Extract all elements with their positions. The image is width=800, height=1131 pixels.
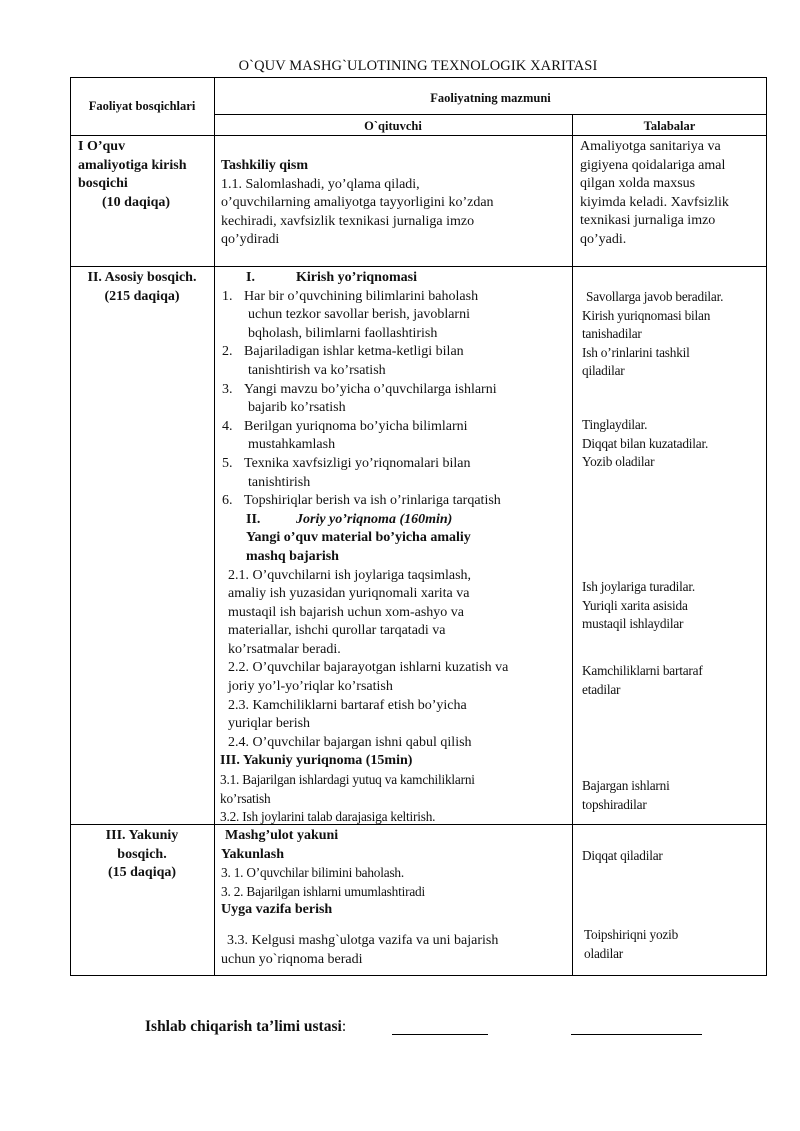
- students-2-line: topshiradilar: [582, 796, 647, 812]
- list-item: [222, 418, 570, 437]
- students-2-line: etadilar: [582, 681, 621, 697]
- students-3-group-2: [584, 926, 768, 963]
- list-item-text: Topshiriqlar berish va ish o’rinlariga tarqatish: [244, 493, 501, 509]
- header-divider: [214, 114, 767, 115]
- students-2-line: qiladilar: [582, 363, 625, 379]
- teacher-1-line: o’quvchilarning amaliyotga tayyorligini ko’zdan: [221, 195, 494, 211]
- students-2-line: Yuriqli xarita asisida: [582, 597, 688, 613]
- list-item-text: tanishtirish va ko’rsatish: [248, 362, 386, 378]
- section-1-heading: [222, 269, 570, 288]
- stage-2-line: II. Asosiy bosqich.: [87, 270, 197, 285]
- section-2-line: yuriqlar berish: [228, 716, 311, 732]
- list-item-number: 5.: [222, 455, 233, 471]
- column-divider-teacher: [572, 114, 573, 976]
- students-2-group-1: [582, 288, 766, 381]
- students-3-line: Diqqat qiladilar: [582, 848, 663, 863]
- students-1-cell: [580, 138, 764, 250]
- list-item: [222, 492, 570, 511]
- students-3-group-1: [582, 847, 766, 866]
- list-item-text: uchun tezkor savollar berish, javoblarni: [248, 307, 470, 323]
- students-3-line: oladilar: [584, 945, 624, 961]
- signature-line: [392, 1034, 488, 1035]
- section-2-line: mustaqil ish bajarish uchun xom-ashyo va: [228, 604, 465, 620]
- section-2-subtitle: Yangi o’quv material bo’yicha amaliy: [246, 530, 471, 546]
- students-2-line: Bajargan ishlarni: [582, 778, 670, 793]
- students-1-line: qilgan xolda maxsus: [580, 176, 696, 192]
- students-2-line: Tinglaydilar.: [582, 417, 648, 432]
- column-divider-stage: [214, 77, 215, 976]
- list-item-text: Berilgan yuriqnoma bo’yicha bilimlarni: [244, 418, 468, 434]
- students-2-line: Ish joylariga turadilar.: [582, 579, 695, 594]
- section-2-line: 2.3. Kamchiliklarni bartaraf etish bo’yicha: [228, 697, 467, 713]
- list-item-text: Bajariladigan ishlar ketma-ketligi bilan: [244, 344, 464, 360]
- header-students: Talabalar: [643, 119, 696, 133]
- students-1-line: texnikasi jurnaliga imzo: [580, 213, 716, 229]
- section-2-line: ko’rsatmalar beradi.: [228, 641, 341, 657]
- list-item-text: Yangi mavzu bo’yicha o’quvchilarga ishlarni: [244, 381, 497, 397]
- list-item: [222, 455, 570, 474]
- list-item-text: bajarib ko’rsatish: [248, 400, 346, 416]
- section-2-line: 2.4. O’quvchilar bajargan ishni qabul qilish: [228, 734, 472, 750]
- stage-3-line: III. Yakuniy: [105, 828, 179, 843]
- table-border-right: [766, 77, 767, 976]
- students-2-line: Savollarga javob beradilar.: [586, 289, 724, 304]
- section-3-line: ko’rsatish: [220, 790, 271, 806]
- stage-3-duration: (15 daqiqa): [107, 865, 177, 881]
- teacher-3-line: uchun yo`riqnoma beradi: [221, 951, 363, 967]
- stage-3-line: bosqich.: [117, 846, 167, 862]
- list-item-number: 4.: [222, 418, 233, 434]
- section-2-line: 2.1. O’quvchilarni ish joylariga taqsimlash,: [228, 567, 472, 583]
- students-2-line: tanishadilar: [582, 326, 642, 342]
- students-2-group-4: [582, 662, 766, 699]
- teacher-3-line: 3. 1. O’quvchilar bilimini baholash.: [221, 865, 404, 881]
- list-item-text: bqholash, bilimlarni faollashtirish: [248, 325, 438, 341]
- table-border-top: [70, 77, 767, 78]
- header-content: Faoliyatning mazmuni: [430, 91, 551, 105]
- list-item-number: 6.: [222, 493, 233, 509]
- students-2-group-5: [582, 777, 766, 814]
- students-2-line: Ish o’rinlarini tashkil: [582, 344, 690, 360]
- section-2-subtitle: mashq bajarish: [246, 548, 339, 564]
- list-item-number: 3.: [222, 381, 233, 397]
- stage-1-line: I O’quv: [78, 139, 126, 154]
- row1-bottom-line: [70, 266, 767, 267]
- students-2-group-3: [582, 578, 766, 634]
- stage-2-cell: [70, 269, 214, 306]
- list-item-number: 2.: [222, 344, 233, 360]
- header-teacher: O`qituvchi: [364, 119, 422, 133]
- signature-label-text: Ishlab chiqarish ta’limi ustasi: [145, 1018, 342, 1035]
- teacher-3-cell: [221, 827, 569, 969]
- teacher-3-line: 3. 2. Bajarilgan ishlarni umumlashtiradi: [221, 883, 425, 899]
- students-2-line: Kamchiliklarni bartaraf: [582, 663, 703, 678]
- teacher-3-heading: Uyga vazifa berish: [221, 902, 333, 918]
- stage-1-duration: (10 daqiqa): [102, 194, 171, 210]
- section-1-title: Kirish yo’riqnomasi: [296, 270, 417, 285]
- stage-2-duration: (215 daqiqa): [104, 288, 180, 304]
- section-2-title: Joriy yo’riqnoma (160min): [296, 511, 453, 527]
- section-2-line: 2.2. O’quvchilar bajarayotgan ishlarni kuzatish va: [228, 660, 509, 676]
- section-2-line: joriy yo’l-yo’riqlar ko’rsatish: [228, 679, 393, 695]
- list-item: [222, 343, 570, 362]
- list-item: [222, 288, 570, 307]
- stage-1-cell: [78, 138, 212, 212]
- section-2-line: amaliy ish yuzasidan yuriqnomali xarita va: [228, 586, 470, 602]
- students-2-line: Kirish yuriqnomasi bilan: [582, 307, 711, 323]
- students-3-line: Toipshiriqni yozib: [584, 927, 679, 942]
- teacher-3-heading: Yakunlash: [221, 846, 285, 862]
- header-stages: Faoliyat bosqichlari: [88, 99, 196, 113]
- teacher-1-line: kechiradi, xavfsizlik texnikasi jurnaliga imzo: [221, 213, 475, 229]
- stage-3-cell: [70, 827, 214, 883]
- document-title: O`QUV MASHG`ULOTINING TEXNOLOGIK XARITASI: [238, 58, 598, 74]
- teacher-3-line: 3.3. Kelgusi mashg`ulotga vazifa va uni bajarish: [227, 932, 499, 948]
- section-2-heading: [222, 511, 570, 530]
- signature-label: [145, 1018, 346, 1036]
- signature-label-colon: :: [341, 1018, 347, 1035]
- teacher-1-line: qo’ydiradi: [221, 232, 280, 248]
- students-1-line: qo’yadi.: [580, 231, 627, 247]
- list-item-text: tanishtirish: [248, 474, 311, 490]
- students-1-line: kiyimda keladi. Xavfsizlik: [580, 194, 729, 210]
- list-item-text: Texnika xavfsizligi yo’riqnomalari bilan: [244, 455, 471, 471]
- section-2-number: II.: [246, 511, 261, 527]
- section-2-line: materiallar, ishchi qurollar tarqatadi va: [228, 623, 446, 639]
- teacher-1-heading: Tashkiliy qism: [221, 158, 309, 173]
- teacher-1-cell: [221, 157, 569, 250]
- section-1-number: I.: [246, 270, 255, 285]
- list-item-text: mustahkamlash: [248, 437, 336, 453]
- technology-map-table: [70, 77, 767, 976]
- list-item-number: 1.: [222, 288, 233, 304]
- students-1-line: gigiyena qoidalariga amal: [580, 157, 726, 173]
- students-2-line: Yozib oladilar: [582, 454, 655, 470]
- teacher-1-line: 1.1. Salomlashadi, yo’qlama qiladi,: [221, 176, 420, 192]
- teacher-3-heading: Mashg’ulot yakuni: [225, 828, 339, 843]
- students-2-group-2: [582, 416, 766, 472]
- list-item: [222, 381, 570, 400]
- stage-1-line: bosqichi: [78, 176, 128, 192]
- students-1-line: Amaliyotga sanitariya va: [580, 139, 721, 154]
- stage-1-line: amaliyotiga kirish: [78, 157, 187, 173]
- students-2-line: Diqqat bilan kuzatadilar.: [582, 435, 709, 451]
- teacher-2-cell: [222, 269, 570, 827]
- table-border-bottom: [70, 975, 767, 976]
- list-item-text: Har bir o’quvchining bilimlarini baholash: [244, 288, 479, 304]
- name-line: [571, 1034, 702, 1035]
- section-3-line: 3.2. Ish joylarini talab darajasiga keltirish.: [220, 809, 436, 825]
- section-3-line: 3.1. Bajarilgan ishlardagi yutuq va kamchiliklarni: [220, 772, 475, 788]
- section-3-heading: III. Yakuniy yuriqnoma (15min): [220, 753, 413, 769]
- students-2-line: mustaqil ishlaydilar: [582, 616, 684, 632]
